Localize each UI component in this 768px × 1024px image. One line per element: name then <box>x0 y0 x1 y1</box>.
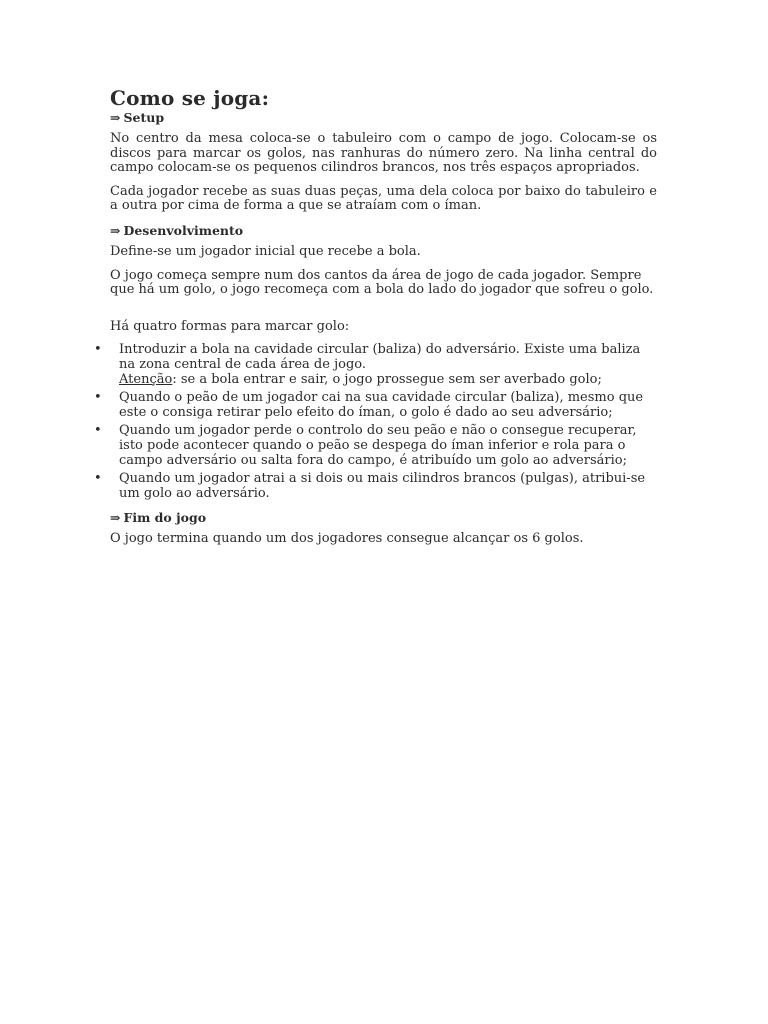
attention-text: : se a bola entrar e sair, o jogo prossegue sem ser averbado golo; <box>172 371 602 387</box>
fim-heading-label: Fim do jogo <box>123 510 207 526</box>
setup-paragraph-1: No centro da mesa coloca-se o tabuleiro com o campo de jogo. Colocam-se os discos para marcar os golos, nas ranhuras do número zero. Na linha central do campo colocam-se os pequenos cilindros brancos, nos três espaços apropriados. <box>110 131 657 176</box>
desenvolvimento-paragraph-3: Há quatro formas para marcar golo: <box>110 318 350 334</box>
list-item <box>94 423 657 468</box>
list-item-text: Quando o peão de um jogador cai na sua cavidade circular (baliza), mesmo que este o consiga retirar pelo efeito do íman, o golo é dado ao seu adversário; <box>119 390 644 420</box>
list-item <box>94 342 657 387</box>
desenvolvimento-heading <box>110 223 657 238</box>
arrow-icon: ⇒ <box>110 222 121 238</box>
bullet-icon: • <box>94 390 102 406</box>
list-item-text: Quando um jogador perde o controlo do seu peão e não o consegue recuperar, isto pode acontecer quando o peão se despega do íman inferior e rola para o campo adversário ou salta fora do campo, é atribuído um golo ao adversário; <box>119 423 637 468</box>
list-item <box>94 390 657 420</box>
list-item-text: Quando um jogador atrai a si dois ou mais cilindros brancos (pulgas), atribui-se um golo ao adversário. <box>119 471 646 501</box>
document-page <box>94 86 657 547</box>
bullet-icon: • <box>94 423 102 439</box>
bullet-icon: • <box>94 342 102 358</box>
fim-paragraph-1: O jogo termina quando um dos jogadores consegue alcançar os 6 golos. <box>110 531 584 547</box>
arrow-icon: ⇒ <box>110 510 121 526</box>
attention-label: Atenção <box>119 371 173 387</box>
list-item <box>94 471 657 501</box>
desenvolvimento-heading-label: Desenvolvimento <box>123 222 244 238</box>
setup-heading-label: Setup <box>123 110 165 125</box>
arrow-icon: ⇒ <box>110 110 121 125</box>
desenvolvimento-paragraph-2: O jogo começa sempre num dos cantos da área de jogo de cada jogador. Sempre que há um golo, o jogo recomeça com a bola do lado do jogador que sofreu o golo. <box>110 267 654 298</box>
fim-heading <box>110 510 657 525</box>
desenvolvimento-paragraph-1: Define-se um jogador inicial que recebe a bola. <box>110 243 421 259</box>
bullet-icon: • <box>94 471 102 487</box>
page-title: Como se joga: <box>110 86 270 110</box>
goal-methods-list <box>94 342 657 501</box>
setup-heading <box>110 110 657 125</box>
setup-paragraph-2: Cada jogador recebe as suas duas peças, uma dela coloca por baixo do tabuleiro e a outra por cima de forma a que se atraíam com o íman. <box>110 183 657 214</box>
list-item-text: Introduzir a bola na cavidade circular (baliza) do adversário. Existe uma baliza na zona central de cada área de jogo. <box>119 342 641 372</box>
